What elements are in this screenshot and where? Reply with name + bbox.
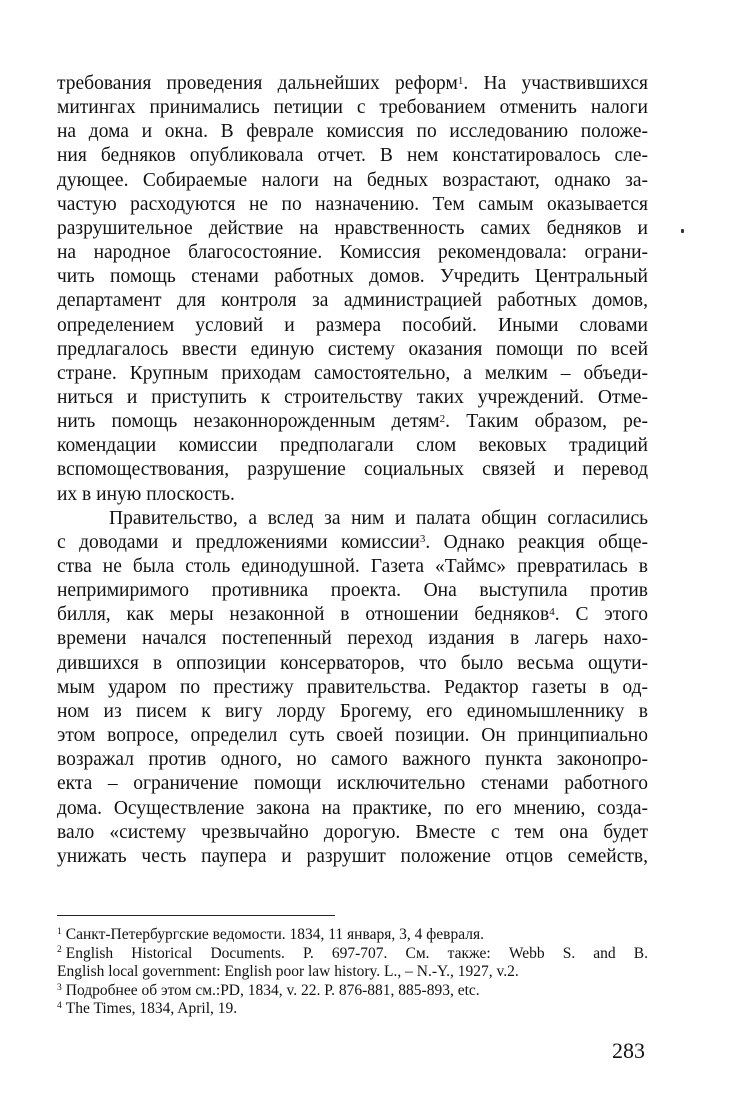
text-line-content: на дома и окна. В феврале комиссия по исследованию положе- <box>57 121 648 143</box>
text-line-continuation: . Таким образом, ре- <box>445 411 648 433</box>
footnote-text: The Times, 1834, April, 19. <box>65 1000 238 1018</box>
text-line <box>57 72 648 96</box>
footnote <box>57 981 648 1000</box>
text-line <box>57 386 648 410</box>
text-line <box>57 265 648 289</box>
text-line-continuation: . На участвившихся <box>463 73 648 94</box>
text-line <box>57 96 648 120</box>
text-line <box>57 483 648 507</box>
text-line <box>57 555 648 579</box>
text-line <box>57 700 648 724</box>
text-line-content: вспомоществования, разрушение социальных связей и перевод <box>57 459 648 481</box>
text-line <box>57 338 648 362</box>
text-line <box>57 410 648 434</box>
text-line-content: их в иную плоскость. <box>57 483 235 505</box>
text-line <box>57 845 648 869</box>
text-line-content: стране. Крупным приходам самостоятельно, а мелким – объеди- <box>57 362 648 384</box>
footnote <box>57 999 648 1018</box>
text-line <box>57 724 648 748</box>
footnote <box>57 944 648 963</box>
text-line-content: возражал против одного, но самого важного пункта законопро- <box>57 749 648 771</box>
text-line <box>57 676 648 700</box>
text-line-content: дующее. Собираемые налоги на бедных возрастают, однако за- <box>57 169 648 191</box>
text-line <box>57 579 648 603</box>
text-line <box>57 627 648 651</box>
text-line-content: непримиримого противника проекта. Она выступила против <box>57 580 648 602</box>
text-line <box>57 748 648 772</box>
text-line-content: на народное благосостояние. Комиссия рекомендовала: ограни- <box>57 242 648 264</box>
text-line-content: митингах принимались петиции с требованием отменить налоги <box>57 97 648 119</box>
footnote-marker: 3 <box>419 533 426 546</box>
text-line <box>57 193 648 217</box>
text-line-content: нить помощь незаконнорожденным детям <box>57 411 440 433</box>
footnote-marker: 1 <box>457 74 464 87</box>
text-line <box>57 821 648 845</box>
text-line-content: департамент для контроля за администрацией работных домов, <box>57 290 648 312</box>
text-line <box>57 797 648 821</box>
text-line-content: Правительство, а вслед за ним и палата общин согласились <box>109 507 648 529</box>
text-line <box>57 531 648 555</box>
text-line <box>57 603 648 627</box>
text-line-content: времени начался постепенный переход издания в лагерь нахо- <box>57 628 648 650</box>
text-line-continuation: . Однако реакция обще- <box>425 531 648 553</box>
text-line-content: дома. Осуществление закона на практике, по его мнению, созда- <box>57 797 648 819</box>
text-line <box>57 314 648 338</box>
text-line-content: комендации комиссии предполагали слом вековых традиций <box>57 435 648 457</box>
text-line-content: вало «систему чрезвычайно дорогую. Вместе с тем она будет <box>57 821 648 843</box>
text-line-content: ниться и приступить к строительству таких учреждений. Отме- <box>57 386 648 408</box>
text-line <box>57 217 648 241</box>
text-line <box>109 507 648 531</box>
text-line-content: билля, как меры незаконной в отношении бедняков <box>57 604 550 626</box>
page-number: 283 <box>612 1038 645 1063</box>
text-line-content: екта – ограничение помощи исключительно стенами работного <box>57 773 648 795</box>
text-line-content: требования проведения дальнейших реформ <box>57 73 458 94</box>
text-line <box>57 434 648 458</box>
text-line <box>57 144 648 168</box>
text-line-content: дившихся в оппозиции консерваторов, что было весьма ощути- <box>57 652 648 674</box>
text-line-content: чить помощь стенами работных домов. Учредить Центральный <box>57 266 648 288</box>
text-line-content: определением условий и размера пособий. Иными словами <box>57 314 648 336</box>
text-line <box>57 241 648 265</box>
footnote-marker: 4 <box>549 605 555 618</box>
text-line-content: этом вопросе, определил суть своей позиции. Он принципиально <box>57 725 648 747</box>
text-line-continuation: . С этого <box>554 604 649 626</box>
footnote <box>57 962 648 981</box>
text-line <box>57 120 648 144</box>
text-line-content: разрушительное действие на нравственность самих бедняков и <box>57 217 648 239</box>
text-line-content: ства не была столь единодушной. Газета «Таймс» превратилась в <box>57 556 648 577</box>
text-line <box>57 169 648 193</box>
footnote-text: Санкт-Петербургские ведомости. 1834, 11 января, 3, 4 февраля. <box>65 926 484 943</box>
text-line-content: ном из писем к вигу лорду Брогему, его единомышленнику в <box>57 700 648 722</box>
text-line-content: предлагалось ввести единую систему оказания помощи по всей <box>57 338 648 360</box>
footnote-text: Подробнее об этом см.:PD, 1834, v. 22. P. 876-881, 885-893, etc. <box>65 981 480 999</box>
stray-mark <box>681 229 684 233</box>
footnote-text: English local government: English poor law history. L., – N.-Y., 1927, v.2. <box>57 963 519 981</box>
text-line-content: мым ударом по престижу правительства. Редактор газеты в од- <box>57 676 648 698</box>
text-line-content: унижать честь паупера и разрушит положение отцов семейств, <box>57 845 648 867</box>
text-line-content: с доводами и предложениями комиссии <box>57 531 420 553</box>
footnote-text: English Historical Documents. P. 697-707. См. также: Webb S. and B. <box>65 944 648 962</box>
footnote-marker: 2 <box>439 412 446 425</box>
text-line <box>57 289 648 313</box>
footnote <box>57 925 648 944</box>
footnote-number: 3 <box>57 982 62 993</box>
text-line <box>57 458 648 482</box>
text-line <box>57 362 648 386</box>
text-line-content: частую расходуются не по назначению. Тем самым оказывается <box>57 193 648 215</box>
footnote-number: 4 <box>57 1001 62 1012</box>
text-line-content: ния бедняков опубликовала отчет. В нем констатировалось сле- <box>57 145 648 167</box>
footnote-separator <box>57 915 335 916</box>
text-line <box>57 652 648 676</box>
footnote-number: 2 <box>57 945 62 956</box>
footnote-number: 1 <box>57 926 62 937</box>
text-line <box>57 772 648 796</box>
